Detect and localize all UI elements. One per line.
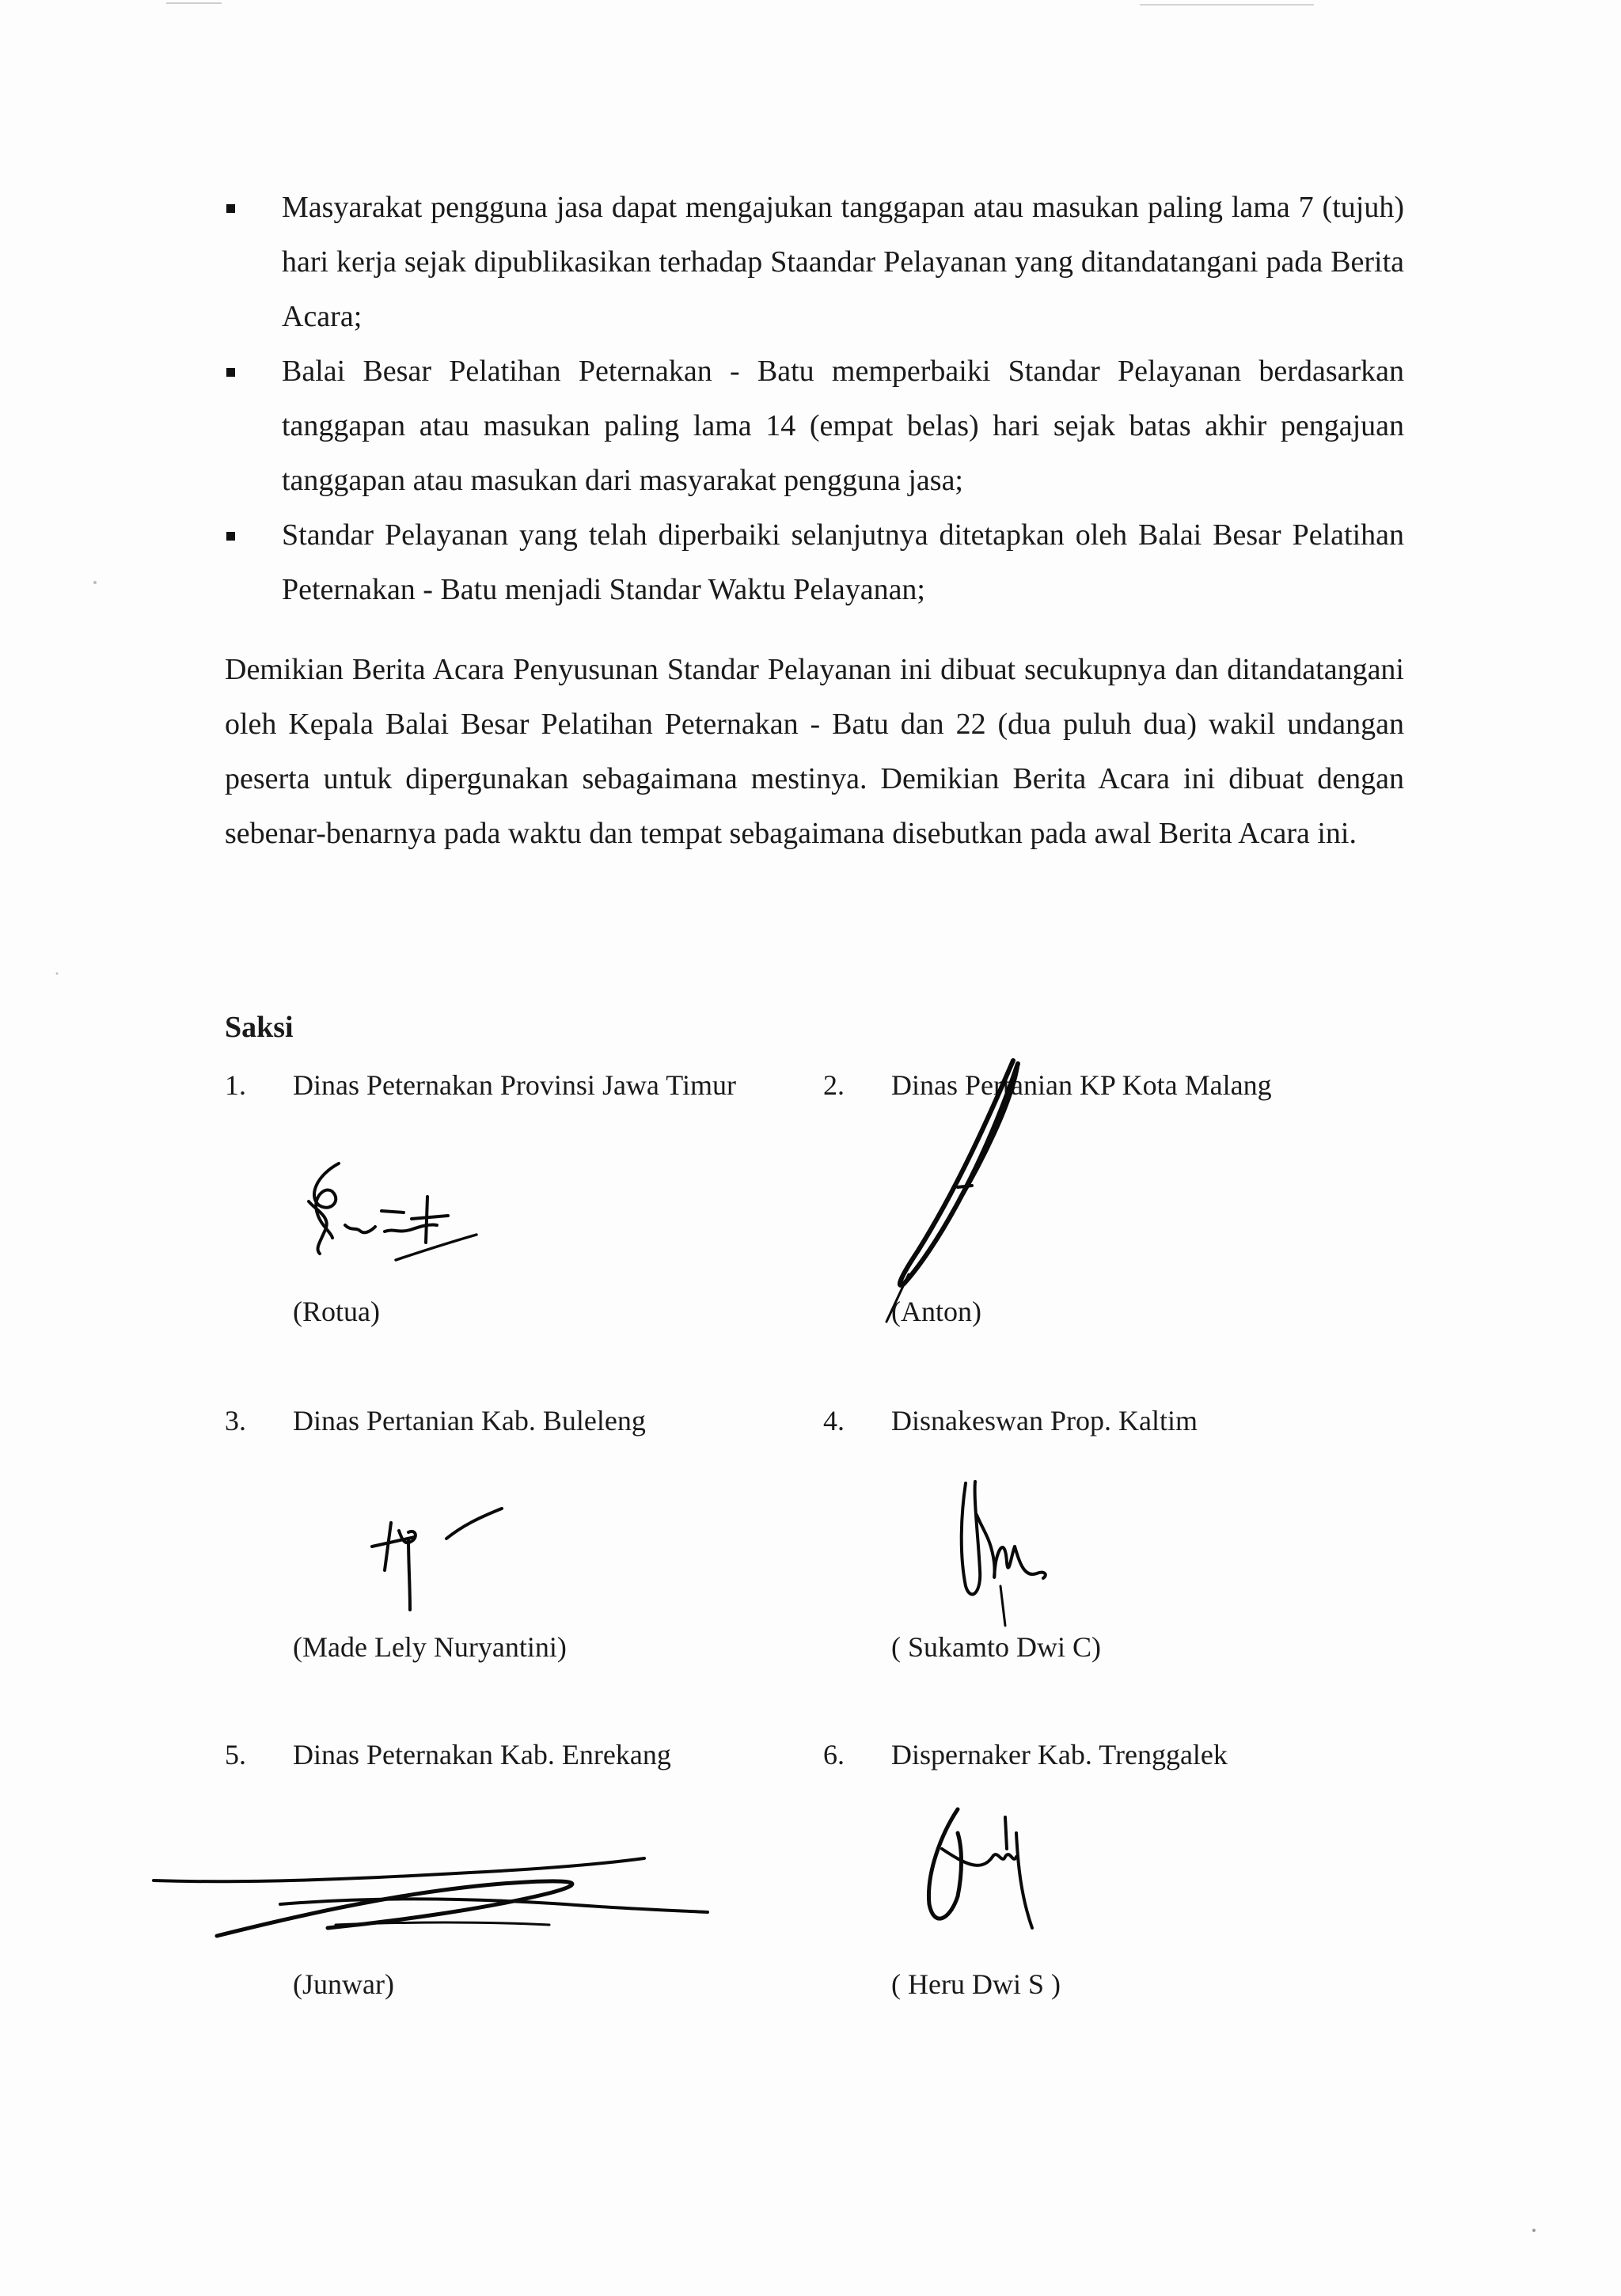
square-bullet-icon	[226, 368, 235, 377]
square-bullet-icon	[226, 204, 235, 213]
witness-number: 6.	[823, 1739, 845, 1770]
procedure-list	[225, 180, 1404, 617]
witness-institution: Dinas Peternakan Provinsi Jawa Timur	[293, 1069, 736, 1101]
signature-image	[910, 1801, 1069, 1960]
witness-name: ( Sukamto Dwi C)	[891, 1631, 1101, 1663]
closing-paragraph: Demikian Berita Acara Penyusunan Standar Pelayanan ini dibuat secukupnya dan ditandatangani oleh Kepala Balai Besar Pelatihan Peternakan - Batu dan 22 (dua puluh dua) wakil undangan peserta untuk dipergunakan sebagaimana mestinya. Demikian Berita Acara ini dibuat dengan sebenar-benarnya pada waktu dan tempat sebagaimana disebutkan pada awal Berita Acara ini.	[225, 653, 1404, 850]
witness-name: (Rotua)	[293, 1296, 380, 1327]
signature-image	[293, 1156, 499, 1290]
witness-institution: Dinas Pertanian Kab. Buleleng	[293, 1405, 646, 1436]
list-item-text: Balai Besar Pelatihan Peternakan - Batu memperbaiki Standar Pelayanan berdasarkan tanggapan atau masukan paling lama 14 (empat belas) hari sejak batas akhir pengajuan tanggapan atau masukan dari masyarakat pengguna jasa;	[282, 355, 1404, 497]
list-item-text: Standar Pelayanan yang telah diperbaiki selanjutnya ditetapkan oleh Balai Besar Pelatihan Peternakan - Batu menjadi Standar Waktu Pelayanan;	[282, 518, 1404, 606]
witness-number: 5.	[225, 1739, 246, 1770]
witness-heading: Saksi	[225, 1011, 294, 1044]
witness-name: (Anton)	[891, 1296, 981, 1327]
witness-number: 3.	[225, 1405, 246, 1436]
list-item	[225, 344, 1404, 508]
witness-number: 2.	[823, 1069, 845, 1101]
list-item	[225, 180, 1404, 344]
list-item	[225, 508, 1404, 617]
witness-number: 1.	[225, 1069, 246, 1101]
witness-institution: Disnakeswan Prop. Kaltim	[891, 1405, 1198, 1436]
signature-image	[950, 1467, 1092, 1641]
witness-number: 4.	[823, 1405, 845, 1436]
signature-image	[367, 1491, 541, 1618]
witness-name: (Made Lely Nuryantini)	[293, 1631, 567, 1663]
witness-institution: Dinas Peternakan Kab. Enrekang	[293, 1739, 671, 1770]
signature-image	[154, 1849, 723, 1960]
square-bullet-icon	[226, 532, 235, 541]
witness-name: (Junwar)	[293, 1968, 394, 2000]
witness-institution: Dinas Pertanian KP Kota Malang	[891, 1069, 1272, 1101]
witness-name: ( Heru Dwi S )	[891, 1968, 1061, 2000]
witness-institution: Dispernaker Kab. Trenggalek	[891, 1739, 1228, 1770]
list-item-text: Masyarakat pengguna jasa dapat mengajukan tanggapan atau masukan paling lama 7 (tujuh) hari kerja sejak dipublikasikan terhadap Staandar Pelayanan yang ditandatangani pada Berita Acara;	[282, 191, 1404, 333]
